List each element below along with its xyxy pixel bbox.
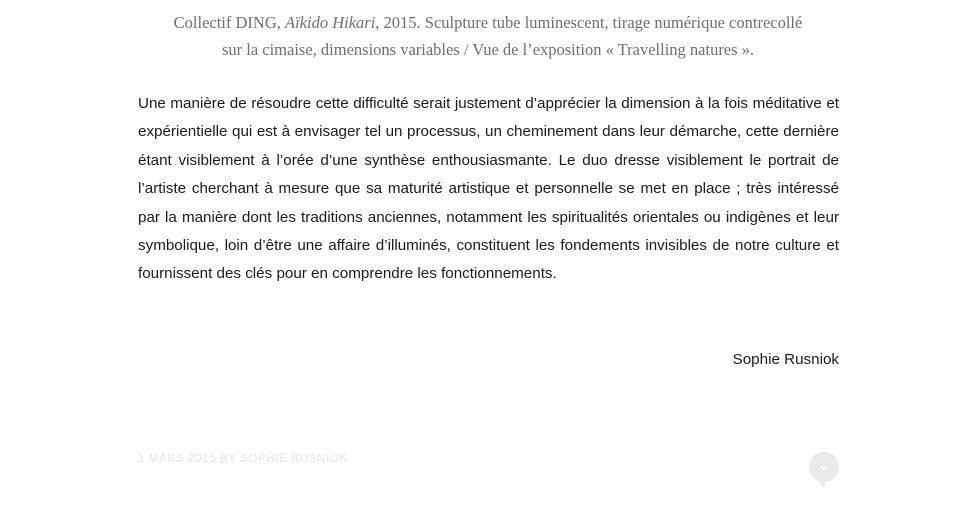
caption-details-line2: sur la cimaise, dimensions variables / Vue de l’exposition « Travelling natures ». xyxy=(221,40,755,59)
post-meta-text[interactable]: 1 MARS 2015 BY SOPHIE RUSNIOK xyxy=(138,453,348,465)
image-caption xyxy=(100,9,876,63)
caption-details: , 2015. Sculpture tube luminescent, tirage numérique contrecollé xyxy=(375,13,803,32)
post-meta[interactable] xyxy=(138,453,348,465)
comment-plus-symbol: + xyxy=(819,459,829,475)
author-signature: Sophie Rusniok xyxy=(732,351,839,368)
add-comment-button[interactable] xyxy=(808,452,840,490)
article-paragraph: Une manière de résoudre cette difficulté serait justement d’apprécier la dimension à la fois méditative et expérientielle qui est à envisager tel un processus, un cheminement dans leur démarche, cette dernière étant visiblement à l’orée d’une synthèse enthousiasmante. Le duo dresse visiblement le portrait de l’artiste cherchant à mesure que sa maturité artistique et personnelle se met en place ; très intéressé par la manière dont les traditions anciennes, notamment les spiritualités orientales ou indigènes et leur symbolique, loin d’être une affaire d’illuminés, constituent les fondements invisibles de notre culture et fournissent des clés pour en comprendre les fonctionnements. xyxy=(138,95,839,283)
caption-artist: Collectif DING, xyxy=(173,13,286,32)
caption-artwork-title: Aïkido Hikari xyxy=(285,13,376,32)
comment-plus-icon xyxy=(808,452,840,490)
